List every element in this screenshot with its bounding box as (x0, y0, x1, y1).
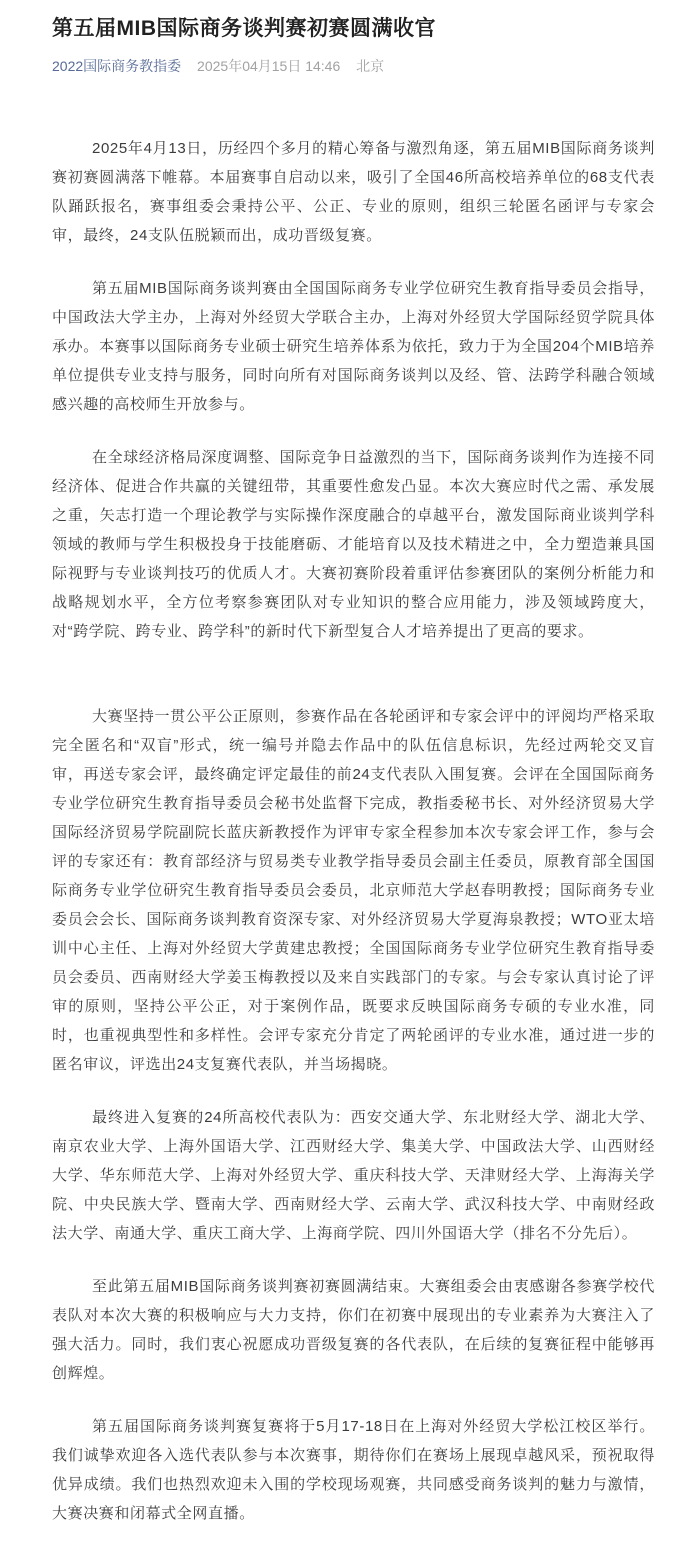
article-paragraph: 在全球经济格局深度调整、国际竞争日益激烈的当下，国际商务谈判作为连接不同经济体、促进合作共赢的关键纽带，其重要性愈发凸显。本次大赛应时代之需、承发展之重，矢志打造一个理论教学与实际操作深度融合的卓越平台，激发国际商业谈判学科领域的教师与学生积极投身于技能磨砺、才能培育以及技术精进之中，全力塑造兼具国际视野与专业谈判技巧的优质人才。大赛初赛阶段着重评估参赛团队的案例分析能力和战略规划水平，全方位考察参赛团队对专业知识的整合应用能力，涉及领域跨度大，对“跨学院、跨专业、跨学科”的新时代下新型复合人才培养提出了更高的要求。 (52, 449, 655, 641)
article-paragraph: 第五届国际商务谈判赛复赛将于5月17-18日在上海对外经贸大学松江校区举行。我们诚挚欢迎各入选代表队参与本次赛事，期待你们在赛场上展现卓越风采，预祝取得优异成绩。我们也热烈欢迎未入围的学校现场观赛，共同感受商务谈判的魅力与激情，大赛决赛和闭幕式全网直播。 (52, 1418, 655, 1523)
article-paragraph: 第五届MIB国际商务谈判赛由全国国际商务专业学位研究生教育指导委员会指导，中国政法大学主办，上海对外经贸大学联合主办，上海对外经贸大学国际经贸学院具体承办。本赛事以国际商务专业硕士研究生培养体系为依托，致力于为全国204个MIB培养单位提供专业支持与服务，同时向所有对国际商务谈判以及经、管、法跨学科融合领域感兴趣的高校师生开放参与。 (52, 280, 655, 414)
publish-location: 北京 (356, 58, 385, 75)
article-paragraph: 至此第五届MIB国际商务谈判赛初赛圆满结束。大赛组委会由衷感谢各参赛学校代表队对本次大赛的积极响应与大力支持，你们在初赛中展现出的专业素养为大赛注入了强大活力。同时，我们衷心祝愿成功晋级复赛的各代表队，在后续的复赛征程中能够再创辉煌。 (52, 1278, 655, 1383)
article-paragraph: 最终进入复赛的24所高校代表队为：西安交通大学、东北财经大学、湖北大学、南京农业大学、上海外国语大学、江西财经大学、集美大学、中国政法大学、山西财经大学、华东师范大学、上海对外经贸大学、重庆科技大学、天津财经大学、上海海关学院、中央民族大学、暨南大学、西南财经大学、云南大学、武汉科技大学、中南财经政法大学、南通大学、重庆工商大学、上海商学院、四川外国语大学（排名不分先后）。 (52, 1109, 655, 1243)
article-paragraph: 大赛坚持一贯公平公正原则，参赛作品在各轮函评和专家会评中的评阅均严格采取完全匿名和“双盲”形式，统一编号并隐去作品中的队伍信息标识，先经过两轮交叉盲审，再送专家会评，最终确定评定最佳的前24支代表队入围复赛。会评在全国国际商务专业学位研究生教育指导委员会秘书处监督下完成，教指委秘书长、对外经济贸易大学国际经济贸易学院副院长蓝庆新教授作为评审专家全程参加本次专家会评工作，参与会评的专家还有：教育部经济与贸易类专业教学指导委员会副主任委员，原教育部全国国际商务专业学位研究生教育指导委员会委员，北京师范大学赵春明教授；国际商务专业委员会会长、国际商务谈判教育资深专家、对外经济贸易大学夏海泉教授；WTO亚太培训中心主任、上海对外经贸大学黄建忠教授；全国国际商务专业学位研究生教育指导委员会委员、西南财经大学姜玉梅教授以及来自实践部门的专家。与会专家认真讨论了评审的原则，坚持公平公正，对于案例作品，既要求反映国际商务专硕的专业水准，同时，也重视典型性和多样性。会评专家充分肯定了两轮函评的专业水准，通过进一步的匿名审议，评选出24支复赛代表队，并当场揭晓。 (52, 708, 655, 1074)
publish-datetime: 2025年04月15日 14:46 (197, 58, 341, 75)
byline (52, 56, 655, 76)
article-paragraph: 2025年4月13日，历经四个多月的精心筹备与激烈角逐，第五届MIB国际商务谈判赛初赛圆满落下帷幕。本届赛事自启动以来，吸引了全国46所高校培养单位的68支代表队踊跃报名，赛事组委会秉持公平、公正、专业的原则，组织三轮匿名函评与专家会审，最终，24支队伍脱颖而出，成功晋级复赛。 (52, 140, 655, 245)
article-body (52, 134, 655, 1528)
account-link[interactable]: 2022国际商务教指委 (52, 58, 182, 75)
article-title: 第五届MIB国际商务谈判赛初赛圆满收官 (52, 17, 436, 40)
